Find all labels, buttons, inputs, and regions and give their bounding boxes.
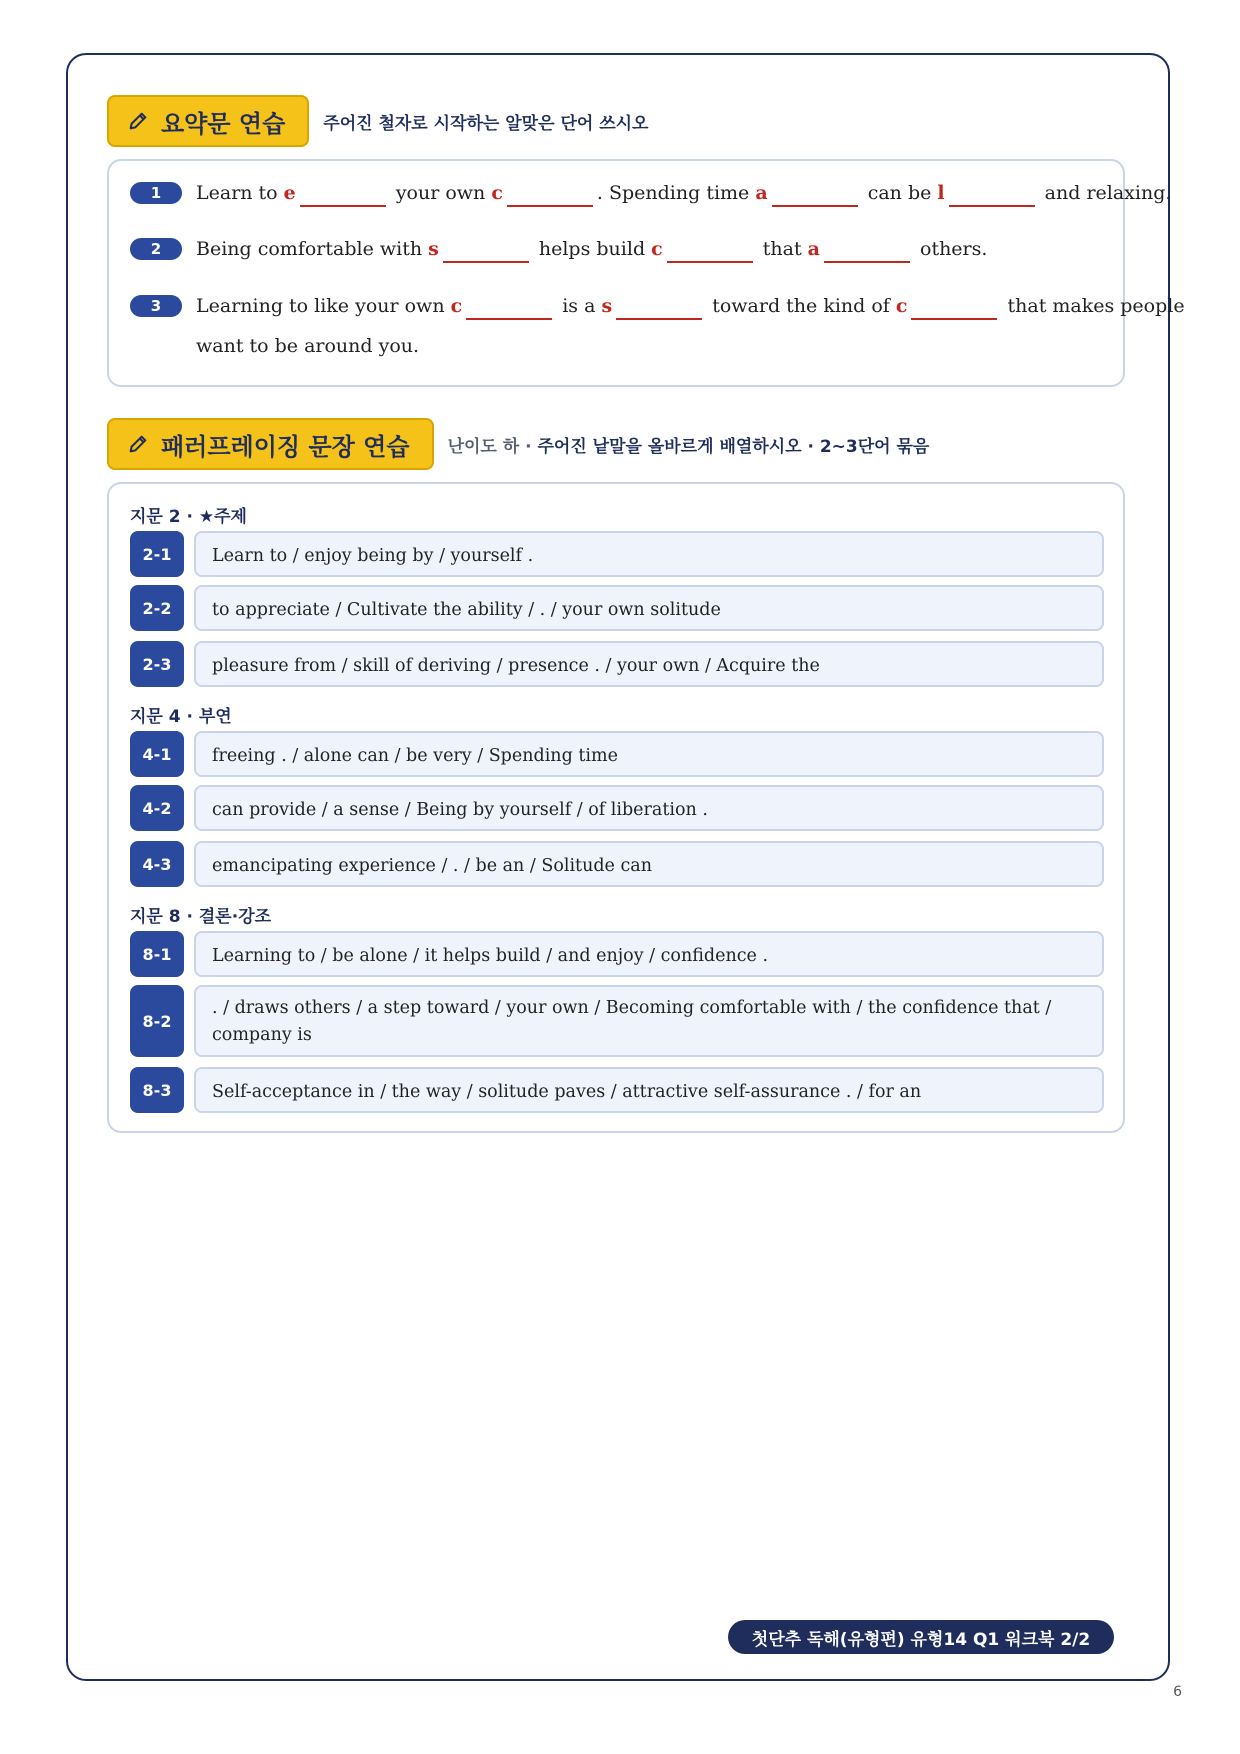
text-segment: Being comfortable with <box>196 238 429 260</box>
item-number: 2-1 <box>130 531 184 577</box>
item-number: 2 <box>130 238 182 260</box>
item-number: 8-2 <box>130 985 184 1057</box>
word-chunks-box: Self-acceptance in / the way / solitude paves / attractive self-assurance . / for an <box>194 1067 1104 1113</box>
initial-letter: c <box>895 295 908 317</box>
pencil-icon <box>127 433 149 455</box>
summary-instruction: 주어진 철자로 시작하는 알맞은 단어 쓰시오 <box>323 113 649 134</box>
paraphrase-instruction <box>448 432 930 457</box>
item-number: 8-1 <box>130 931 184 977</box>
initial-letter: a <box>755 182 768 204</box>
instruction-text: 주어진 낱말을 올바르게 배열하시오 · 2~3단어 묶음 <box>537 436 930 457</box>
text-segment: your own <box>395 182 492 204</box>
text-segment: that makes people <box>1007 295 1185 317</box>
initial-letter: c <box>450 295 463 317</box>
word-chunks-box: . / draws others / a step toward / your own / Becoming comfortable with / the confidence that / company is <box>194 985 1104 1057</box>
summary-section-header <box>107 95 648 147</box>
group-title: 지문 4 · 부연 <box>130 707 232 727</box>
summary-section-title: 요약문 연습 <box>161 109 286 138</box>
group-title: 지문 8 · 결론·강조 <box>130 907 272 927</box>
text-segment: Learning to like your own <box>196 295 451 317</box>
answer-blank[interactable] <box>300 183 386 207</box>
text-segment: can be <box>867 182 938 204</box>
answer-blank[interactable] <box>949 183 1035 207</box>
answer-blank[interactable] <box>466 296 552 320</box>
group-title: 지문 2 · ★주제 <box>130 507 247 527</box>
summary-sentence <box>196 238 987 263</box>
summary-item <box>130 295 1185 375</box>
answer-blank[interactable] <box>824 239 910 263</box>
answer-blank[interactable] <box>616 296 702 320</box>
summary-sentence <box>196 295 1185 320</box>
word-chunks-box: Learning to / be alone / it helps build / and enjoy / confidence . <box>194 931 1104 977</box>
item-number: 1 <box>130 182 182 204</box>
answer-blank[interactable] <box>772 183 858 207</box>
difficulty-label: 난이도 하 · <box>447 436 538 457</box>
initial-letter: s <box>428 238 439 260</box>
item-number: 4-1 <box>130 731 184 777</box>
summary-section-badge <box>107 95 309 147</box>
item-number: 4-2 <box>130 785 184 831</box>
word-chunks-box: can provide / a sense / Being by yourself / of liberation . <box>194 785 1104 831</box>
initial-letter: a <box>807 238 820 260</box>
text-segment: . Spending time <box>596 182 756 204</box>
word-chunks-box: to appreciate / Cultivate the ability / . / your own solitude <box>194 585 1104 631</box>
item-number: 3 <box>130 295 182 317</box>
word-chunks-box: Learn to / enjoy being by / yourself . <box>194 531 1104 577</box>
word-chunks-box: emancipating experience / . / be an / Solitude can <box>194 841 1104 887</box>
footer-badge: 첫단추 독해(유형편) 유형14 Q1 워크북 2/2 <box>728 1620 1114 1654</box>
word-chunks-box: freeing . / alone can / be very / Spending time <box>194 731 1104 777</box>
item-number: 4-3 <box>130 841 184 887</box>
item-number: 2-3 <box>130 641 184 687</box>
initial-letter: l <box>937 182 945 204</box>
paraphrase-section-title: 패러프레이징 문장 연습 <box>161 432 410 461</box>
pencil-icon <box>127 110 149 132</box>
paraphrase-section-header <box>107 418 929 470</box>
text-segment: is a <box>562 295 602 317</box>
text-segment: toward the kind of <box>712 295 896 317</box>
paraphrase-section-badge <box>107 418 434 470</box>
answer-blank[interactable] <box>667 239 753 263</box>
answer-blank[interactable] <box>443 239 529 263</box>
initial-letter: c <box>651 238 663 260</box>
item-number: 2-2 <box>130 585 184 631</box>
text-segment: that <box>762 238 808 260</box>
summary-sentence <box>196 182 1171 207</box>
page-number: 6 <box>1173 1684 1182 1700</box>
initial-letter: e <box>283 182 296 204</box>
word-chunks-box: pleasure from / skill of deriving / presence . / your own / Acquire the <box>194 641 1104 687</box>
text-segment: Learn to <box>196 182 284 204</box>
initial-letter: s <box>601 295 613 317</box>
summary-item <box>130 238 1110 278</box>
text-segment: and relaxing. <box>1044 182 1172 204</box>
answer-blank[interactable] <box>507 183 593 207</box>
text-segment: others. <box>920 238 988 260</box>
summary-sentence-continued: want to be around you. <box>196 335 420 357</box>
text-segment: helps build <box>538 238 652 260</box>
answer-blank[interactable] <box>911 296 997 320</box>
initial-letter: c <box>491 182 503 204</box>
summary-item <box>130 182 1172 222</box>
item-number: 8-3 <box>130 1067 184 1113</box>
